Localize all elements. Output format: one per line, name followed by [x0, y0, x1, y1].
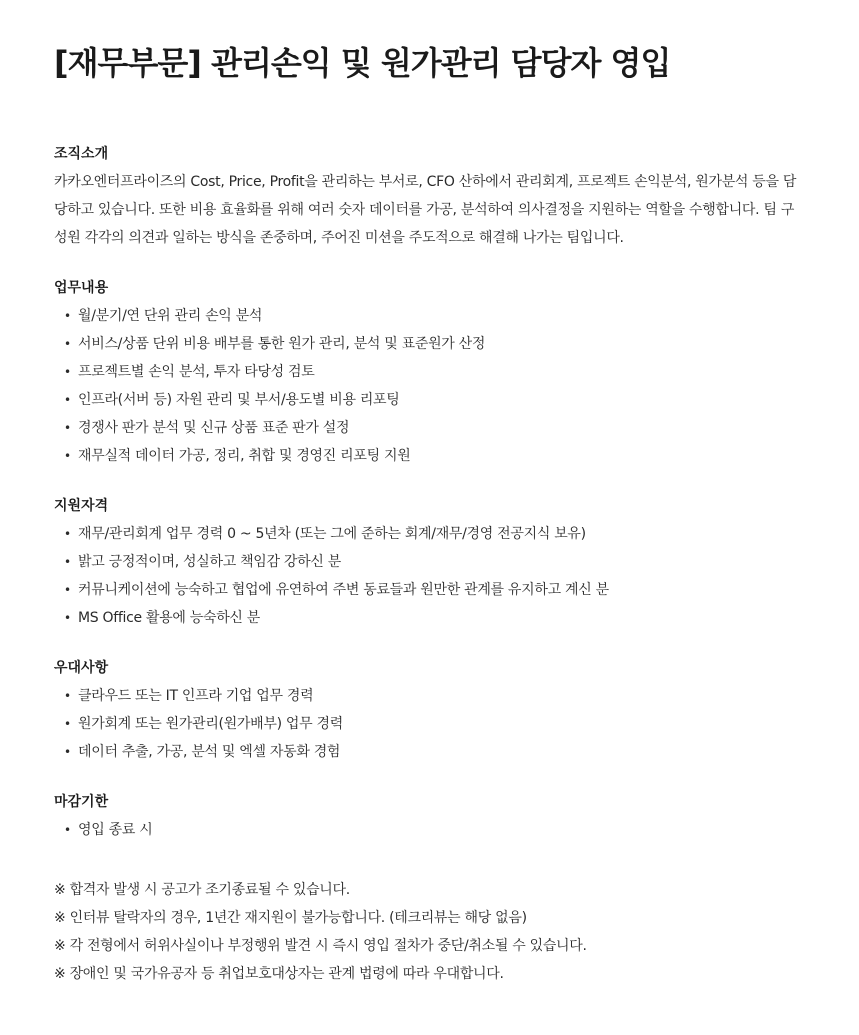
- section-heading-qualifications: 지원자격: [54, 498, 109, 514]
- section-duties: [54, 274, 806, 470]
- list-item-text: 서비스/상품 단위 비용 배부를 통한 원가 관리, 분석 및 표준원가 산정: [78, 336, 486, 352]
- list-item: [54, 548, 806, 576]
- list-item-text: 재무/관리회계 업무 경력 0 ~ 5년차 (또는 그에 준하는 회계/재무/경영 전공지식 보유): [78, 526, 586, 542]
- list-item-text: 데이터 추출, 가공, 분석 및 엑셀 자동화 경험: [78, 744, 341, 760]
- list-item-text: 원가회계 또는 원가관리(원가배부) 업무 경력: [78, 716, 343, 732]
- list-item-text: 밝고 긍정적이며, 성실하고 책임감 강하신 분: [78, 554, 341, 570]
- section-heading-preferred: 우대사항: [54, 660, 109, 676]
- bullet-icon: •: [64, 555, 71, 569]
- list-item-text: 커뮤니케이션에 능숙하고 협업에 유연하여 주변 동료들과 원만한 관계를 유지하고 계신 분: [78, 582, 609, 598]
- section-deadline: [54, 788, 806, 844]
- list-item: [54, 302, 806, 330]
- note-line: ※ 장애인 및 국가유공자 등 취업보호대상자는 관계 법령에 따라 우대합니다.: [54, 966, 504, 982]
- page-title: [재무부문] 관리손익 및 원가관리 담당자 영입: [54, 44, 671, 82]
- bullet-icon: •: [64, 309, 71, 323]
- list-item-text: MS Office 활용에 능숙하신 분: [78, 610, 261, 626]
- list-item-text: 월/분기/연 단위 관리 손익 분석: [78, 308, 263, 324]
- section-intro: [54, 140, 806, 252]
- bullet-icon: •: [64, 689, 71, 703]
- qualifications-list: [54, 520, 806, 632]
- list-item: [54, 710, 806, 738]
- list-item: [54, 816, 806, 844]
- section-qualifications: [54, 492, 806, 632]
- section-heading-intro: 조직소개: [54, 146, 109, 162]
- preferred-list: [54, 682, 806, 766]
- list-item-text: 경쟁사 판가 분석 및 신규 상품 표준 판가 설정: [78, 420, 350, 436]
- list-item: [54, 414, 806, 442]
- bullet-icon: •: [64, 611, 71, 625]
- section-heading-duties: 업무내용: [54, 280, 109, 296]
- bullet-icon: •: [64, 717, 71, 731]
- bullet-icon: •: [64, 449, 71, 463]
- bullet-icon: •: [64, 583, 71, 597]
- list-item: [54, 520, 806, 548]
- deadline-list: [54, 816, 806, 844]
- bullet-icon: •: [64, 365, 71, 379]
- list-item: [54, 738, 806, 766]
- list-item: [54, 358, 806, 386]
- intro-paragraph: 카카오엔터프라이즈의 Cost, Price, Profit을 관리하는 부서로, CFO 산하에서 관리회계, 프로젝트 손익분석, 원가분석 등을 담당하고 있습니다. 또한 비용 효율화를 위해 여러 숫자 데이터를 가공, 분석하여 의사결정을 지원하는 역할을 수행합니다. 팀 구성원 각각의 의견과 일하는 방식을 존중하며, 주어진 미션을 주도적으로 해결해 나가는 팀입니다.: [54, 174, 797, 246]
- list-item-text: 영입 종료 시: [78, 822, 153, 838]
- list-item: [54, 576, 806, 604]
- duties-list: [54, 302, 806, 470]
- section-preferred: [54, 654, 806, 766]
- list-item-text: 인프라(서버 등) 자원 관리 및 부서/용도별 비용 리포팅: [78, 392, 400, 408]
- list-item: [54, 442, 806, 470]
- bullet-icon: •: [64, 745, 71, 759]
- note-line: ※ 각 전형에서 허위사실이나 부정행위 발견 시 즉시 영입 절차가 중단/취소될 수 있습니다.: [54, 938, 587, 954]
- bullet-icon: •: [64, 527, 71, 541]
- list-item: [54, 604, 806, 632]
- list-item: [54, 330, 806, 358]
- list-item: [54, 386, 806, 414]
- bullet-icon: •: [64, 823, 71, 837]
- list-item: [54, 682, 806, 710]
- bullet-icon: •: [64, 337, 71, 351]
- list-item-text: 재무실적 데이터 가공, 정리, 취합 및 경영진 리포팅 지원: [78, 448, 411, 464]
- bullet-icon: •: [64, 421, 71, 435]
- note-line: ※ 합격자 발생 시 공고가 조기종료될 수 있습니다.: [54, 882, 350, 898]
- notes-block: [54, 876, 806, 988]
- posting-content: [54, 140, 806, 988]
- list-item-text: 프로젝트별 손익 분석, 투자 타당성 검토: [78, 364, 315, 380]
- section-heading-deadline: 마감기한: [54, 794, 109, 810]
- list-item-text: 클라우드 또는 IT 인프라 기업 업무 경력: [78, 688, 314, 704]
- note-line: ※ 인터뷰 탈락자의 경우, 1년간 재지원이 불가능합니다. (테크리뷰는 해당 없음): [54, 910, 527, 926]
- bullet-icon: •: [64, 393, 71, 407]
